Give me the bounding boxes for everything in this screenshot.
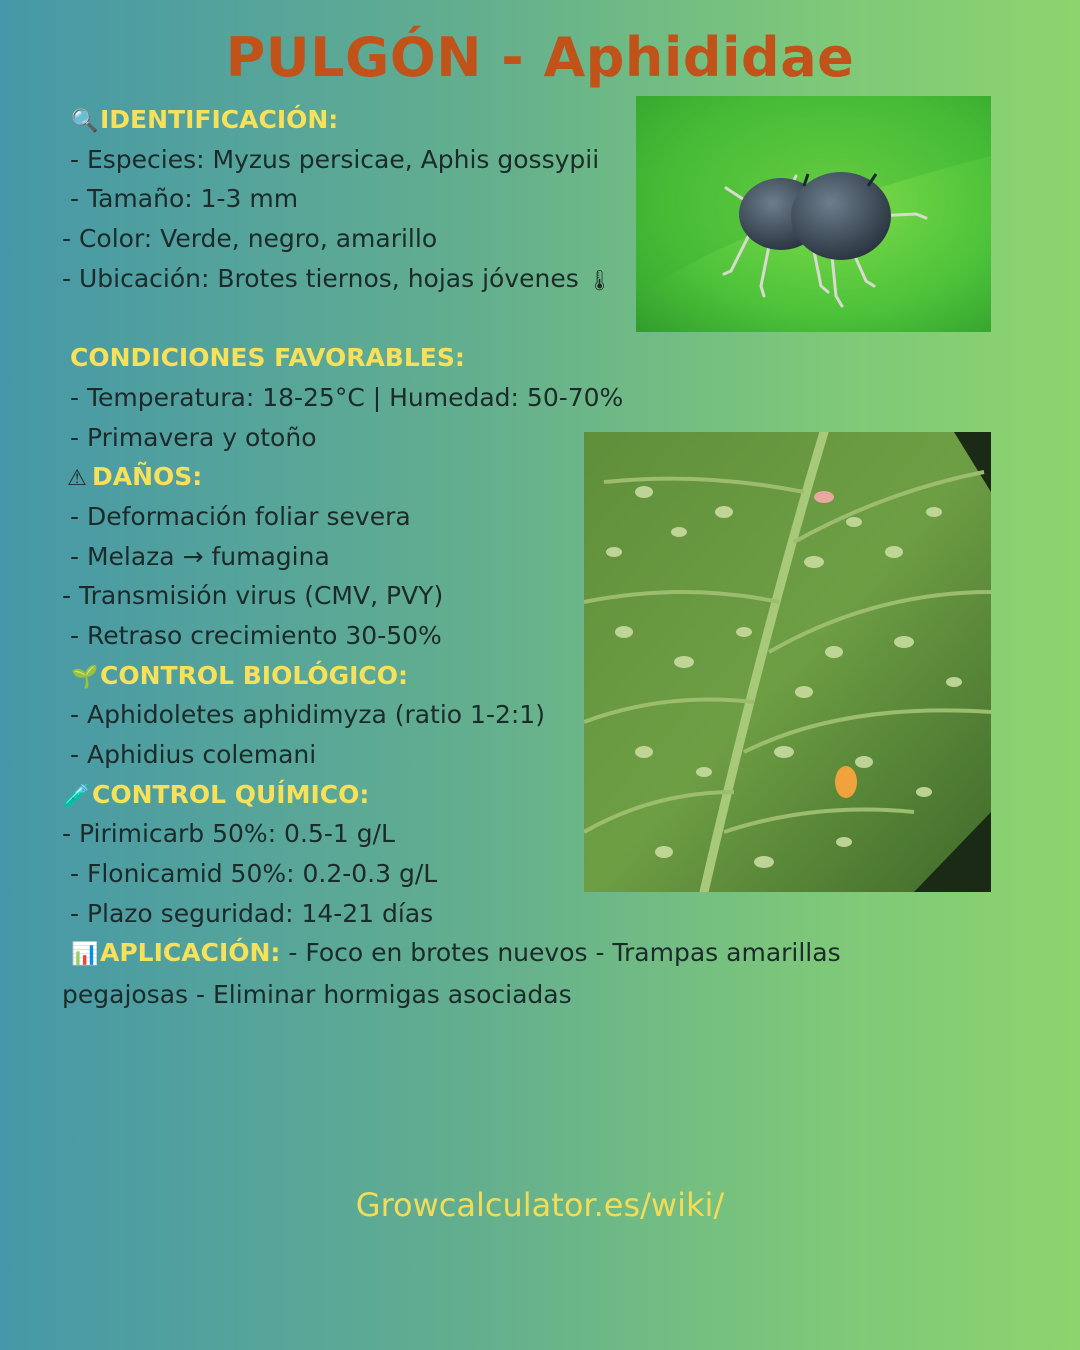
quimico-heading: CONTROL QUÍMICO: [92, 779, 370, 809]
identificacion-heading: IDENTIFICACIÓN: [100, 105, 339, 134]
aplicacion-paragraph [62, 933, 922, 1014]
warning-icon: ⚠ [67, 466, 87, 492]
quimico-line: - Plazo seguridad: 14-21 días [70, 898, 434, 928]
quimico-line: - Pirimicarb 50%: 0.5-1 g/L [62, 819, 395, 849]
quimico-heading-row [62, 775, 942, 815]
condiciones-heading-row [62, 338, 942, 378]
footer-link[interactable]: Growcalculator.es/wiki/ [355, 1186, 725, 1224]
thermometer-icon: 🌡 [586, 267, 613, 292]
identificacion-line: - Color: Verde, negro, amarillo [62, 224, 438, 254]
identificacion-line: - Tamaño: 1-3 mm [70, 184, 299, 214]
aplicacion-text: - Foco en brotes nuevos - Trampas amarillas pegajosas - Eliminar hormigas asociadas [62, 938, 841, 1010]
biologico-heading: CONTROL BIOLÓGICO: [100, 660, 409, 690]
info-content [62, 100, 942, 1015]
identificacion-line: - Especies: Myzus persicae, Aphis gossypii [70, 144, 600, 174]
test-tube-icon: 🧪 [63, 783, 91, 809]
condiciones-heading: CONDICIONES FAVORABLES: [70, 343, 465, 373]
condiciones-line: - Temperatura: 18-25°C | Humedad: 50-70% [70, 382, 624, 412]
quimico-line: - Flonicamid 50%: 0.2-0.3 g/L [70, 859, 438, 889]
bar-chart-icon: 📊 [71, 942, 99, 968]
biologico-heading-row [62, 656, 942, 696]
magnifier-icon: 🔍 [71, 109, 99, 134]
seedling-icon: 🌱 [71, 664, 99, 690]
danos-heading: DAÑOS: [92, 462, 203, 492]
aplicacion-heading: APLICACIÓN: [100, 938, 281, 968]
page-title: PULGÓN - Aphididae [225, 26, 855, 89]
danos-line: - Retraso crecimiento 30-50% [70, 620, 442, 650]
identificacion-line: - Ubicación: Brotes tiernos, hojas jóvenes [62, 263, 579, 293]
condiciones-line: - Primavera y otoño [70, 422, 317, 452]
danos-line: - Transmisión virus (CMV, PVY) [62, 581, 444, 611]
biologico-line: - Aphidoletes aphidimyza (ratio 1-2:1) [70, 700, 545, 730]
identificacion-line-ubicacion [62, 259, 942, 299]
danos-line: - Deformación foliar severa [70, 501, 411, 531]
biologico-line: - Aphidius colemani [70, 740, 317, 769]
identificacion-heading-row [62, 100, 942, 140]
danos-heading-row [62, 457, 942, 497]
danos-line: - Melaza → fumagina [70, 541, 330, 571]
